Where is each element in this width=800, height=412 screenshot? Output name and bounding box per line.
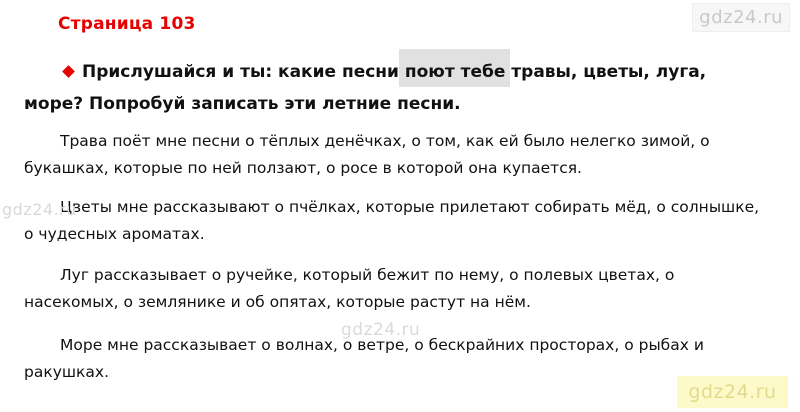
watermark-left: gdz24.ru (2, 200, 77, 219)
diamond-bullet-icon (62, 65, 75, 78)
answer-paragraph-meadow: Луг рассказывает о ручейке, который бежит по нему, о полевых цветах, о насекомых, о землянике и об опятах, которые растут на нём. (24, 266, 675, 311)
page-title: Страница 103 (58, 14, 196, 34)
answer-paragraph-sea: Море мне рассказывает о волнах, о ветре, о бескрайних просторах, о рыбах и ракушках. (24, 336, 704, 381)
task-text: Прислушайся и ты: какие песни поют тебе травы, цветы, луга, море? Попробуй записать эти летние песни. (24, 62, 707, 114)
watermark-middle: gdz24.ru (341, 320, 421, 340)
answer-paragraph-flowers: Цветы мне рассказывают о пчёлках, которые прилетают собирать мёд, о солнышке, о чудесных ароматах. (24, 198, 760, 243)
answer-paragraph-grass: Трава поёт мне песни о тёплых денёчках, о том, как ей было нелегко зимой, о букашках, которые по ней ползают, о росе в которой она купается. (24, 132, 710, 177)
task-statement (24, 56, 764, 120)
watermark-bottom[interactable]: gdz24.ru (677, 376, 788, 408)
watermark-top: gdz24.ru (692, 3, 790, 32)
